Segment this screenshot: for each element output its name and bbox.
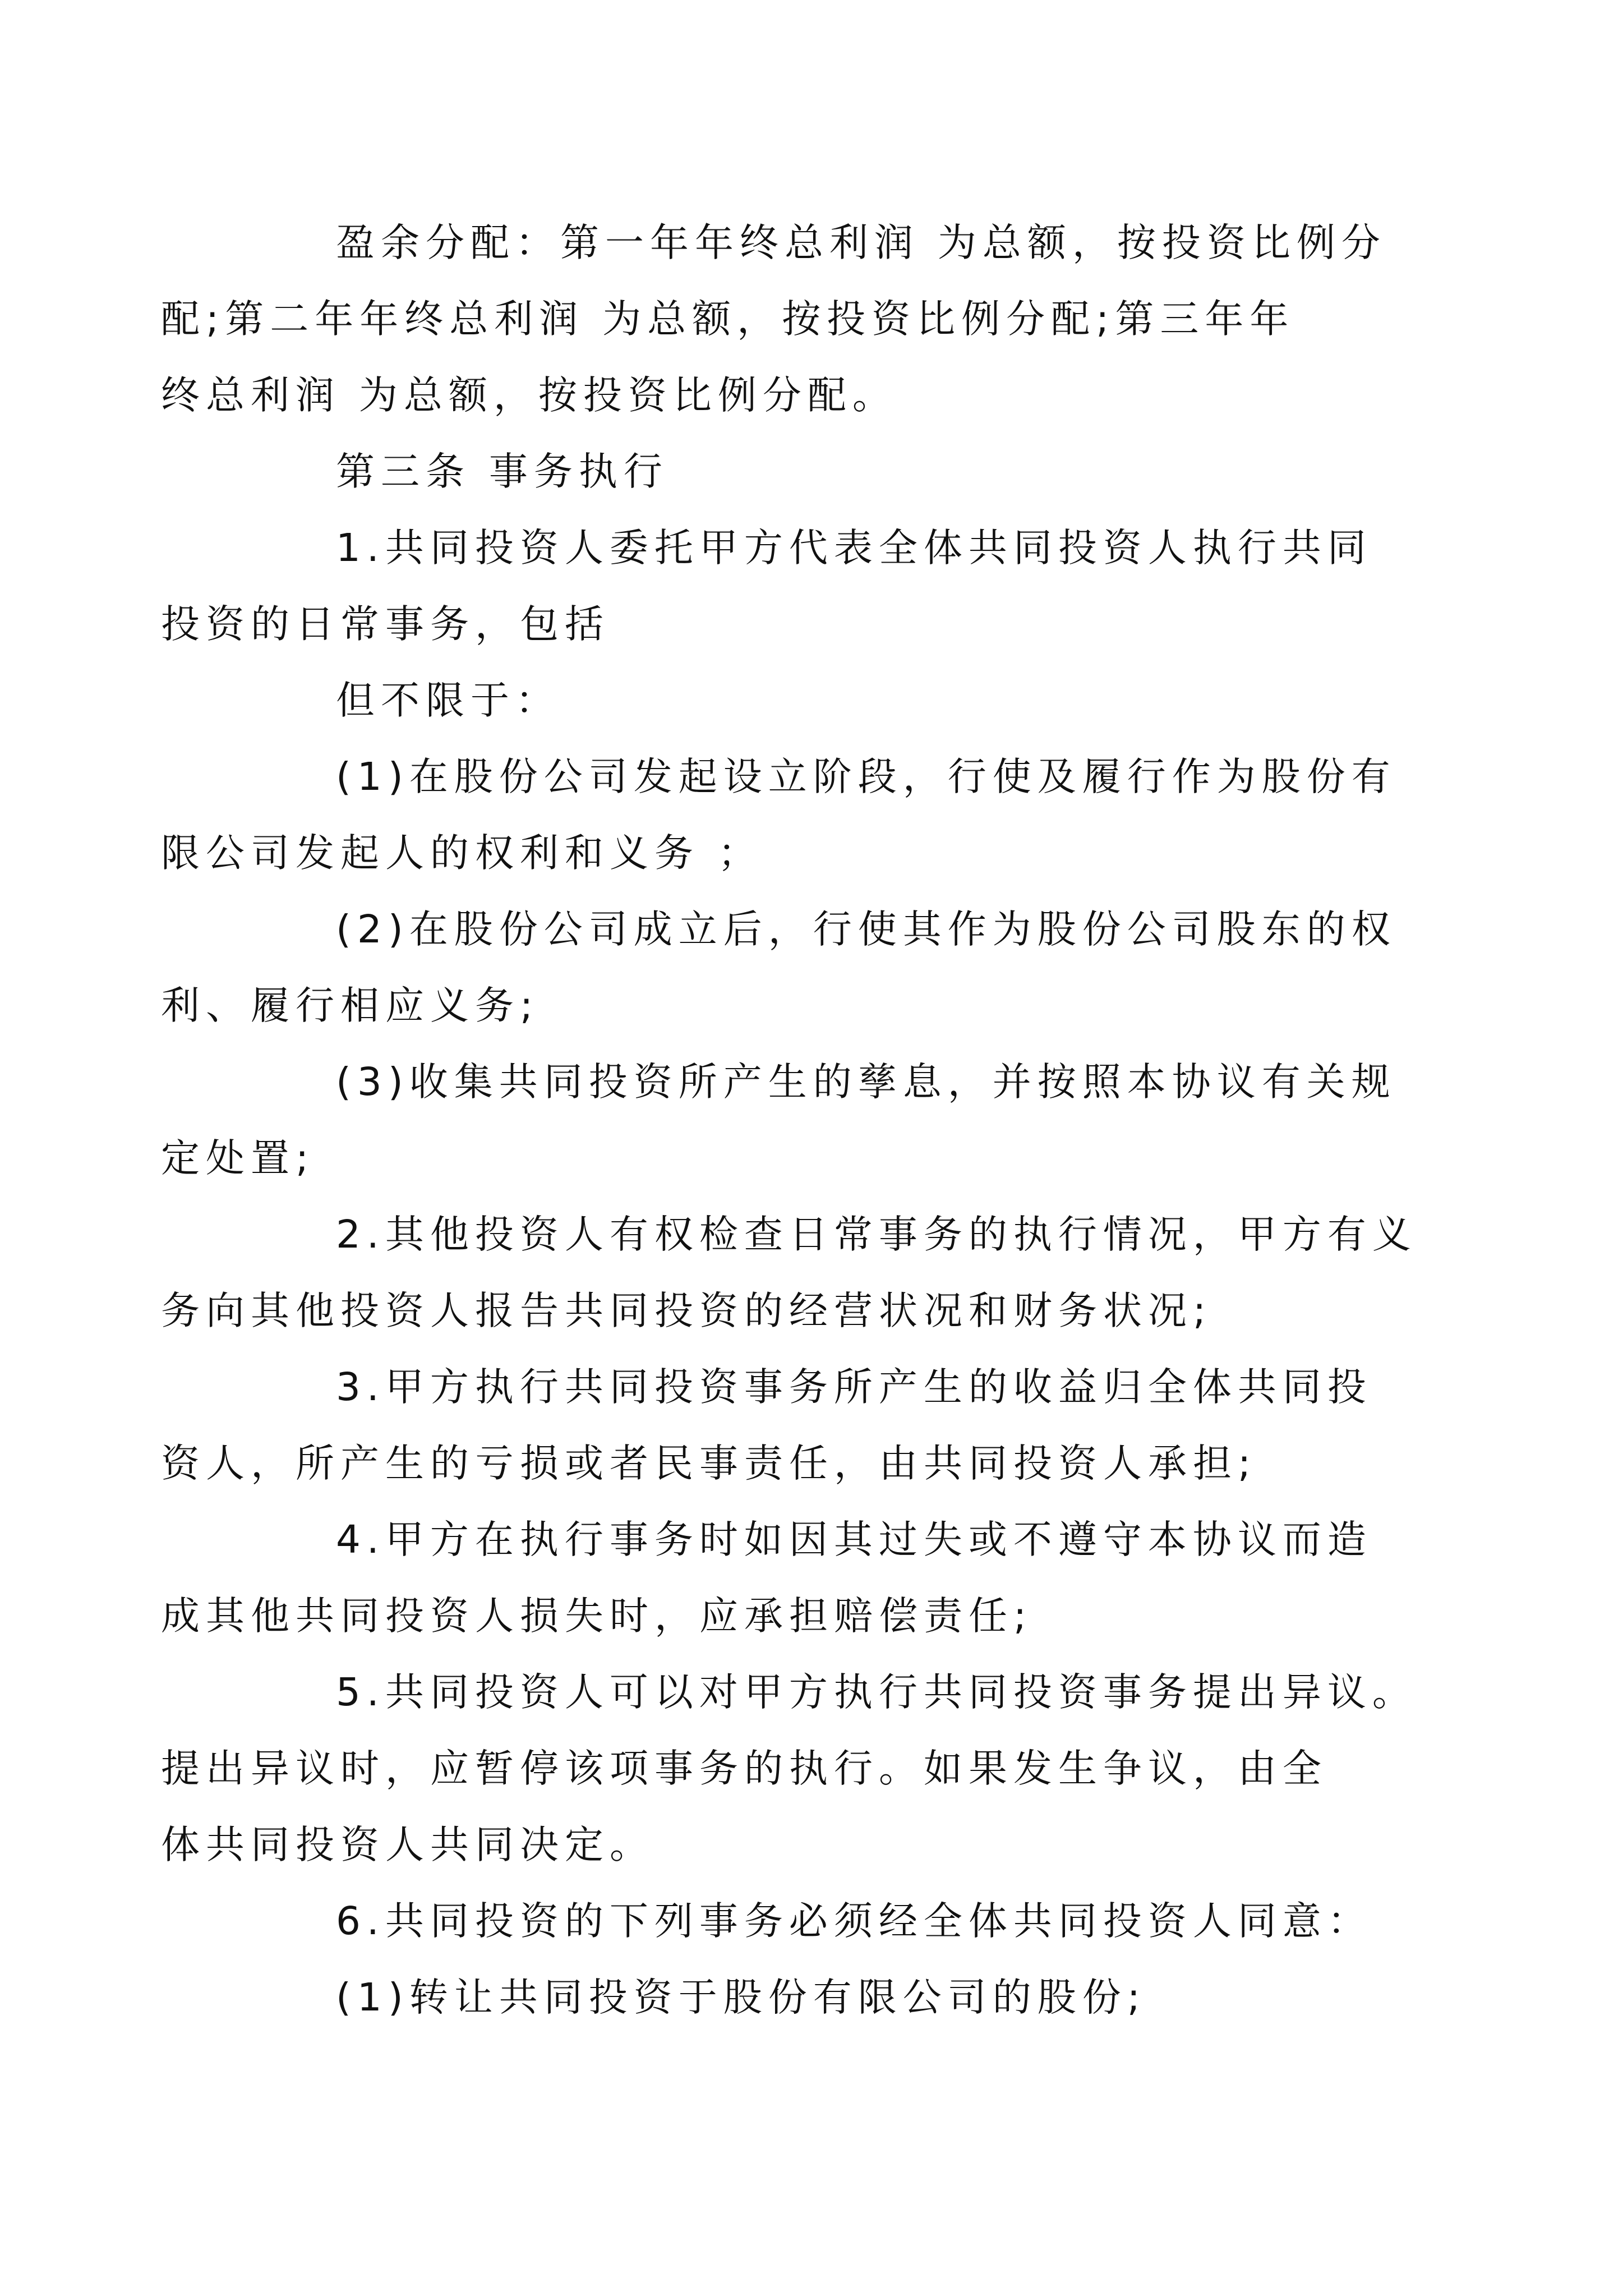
clause-1 — [161, 510, 1378, 662]
text-line: 4.甲方在执行事务时如因其过失或不遵守本协议而造 — [336, 1517, 1372, 1562]
text-line: 但不限于： — [336, 678, 560, 723]
text-line: 限公司发起人的权利和义务 ； — [161, 831, 763, 876]
sub-item-1 — [161, 739, 1396, 891]
text-line: 投资的日常事务，包括 — [161, 602, 610, 647]
sub-item-3 — [161, 1044, 1396, 1197]
paragraph-profit-distribution — [161, 205, 1386, 434]
clause-5 — [161, 1654, 1417, 1883]
text-line: 2.其他投资人有权检查日常事务的执行情况，甲方有义 — [336, 1212, 1417, 1257]
clause-6-sub-item-1 — [248, 1959, 1378, 2036]
text-line: 体共同投资人共同决定。 — [161, 1823, 654, 1867]
clause-2 — [161, 1197, 1417, 1349]
text-line: 第三条 事务执行 — [336, 449, 668, 494]
text-line: 定处置; — [161, 1136, 315, 1181]
clause-3 — [161, 1349, 1378, 1502]
clause-6 — [248, 1883, 1378, 1959]
clause-4 — [161, 1502, 1378, 1654]
text-line: 资人，所产生的亏损或者民事责任，由共同投资人承担; — [161, 1441, 1257, 1486]
text-line: (3)收集共同投资所产生的孳息，并按照本协议有关规 — [336, 1060, 1396, 1105]
text-line: 盈余分配：第一年年终总利润 为总额，按投资比例分 — [336, 220, 1386, 265]
text-line: (2)在股份公司成立后，行使其作为股份公司股东的权 — [336, 907, 1396, 952]
document-body — [161, 205, 1417, 2036]
article-heading — [248, 434, 1378, 510]
sub-item-2 — [161, 891, 1396, 1044]
text-line: 终总利润 为总额，按投资比例分配。 — [161, 373, 897, 418]
text-line: (1)在股份公司发起设立阶段，行使及履行作为股份有 — [336, 754, 1396, 799]
text-line: 3.甲方执行共同投资事务所产生的收益归全体共同投 — [336, 1365, 1372, 1410]
clause-1-continuation — [248, 662, 1378, 739]
text-line: 配;第二年年终总利润 为总额，按投资比例分配;第三年年 — [161, 297, 1295, 342]
text-line: 5.共同投资人可以对甲方执行共同投资事务提出异议。 — [336, 1670, 1417, 1715]
text-line: 6.共同投资的下列事务必须经全体共同投资人同意： — [336, 1899, 1372, 1944]
text-line: (1)转让共同投资于股份有限公司的股份; — [336, 1975, 1146, 2020]
text-line: 1.共同投资人委托甲方代表全体共同投资人执行共同 — [336, 526, 1372, 570]
text-line: 利、履行相应义务; — [161, 983, 540, 1028]
text-line: 务向其他投资人报告共同投资的经营状况和财务状况; — [161, 1289, 1212, 1333]
text-line: 成其他共同投资人损失时，应承担赔偿责任; — [161, 1594, 1033, 1639]
text-line: 提出异议时，应暂停该项事务的执行。如果发生争议，由全 — [161, 1746, 1327, 1791]
